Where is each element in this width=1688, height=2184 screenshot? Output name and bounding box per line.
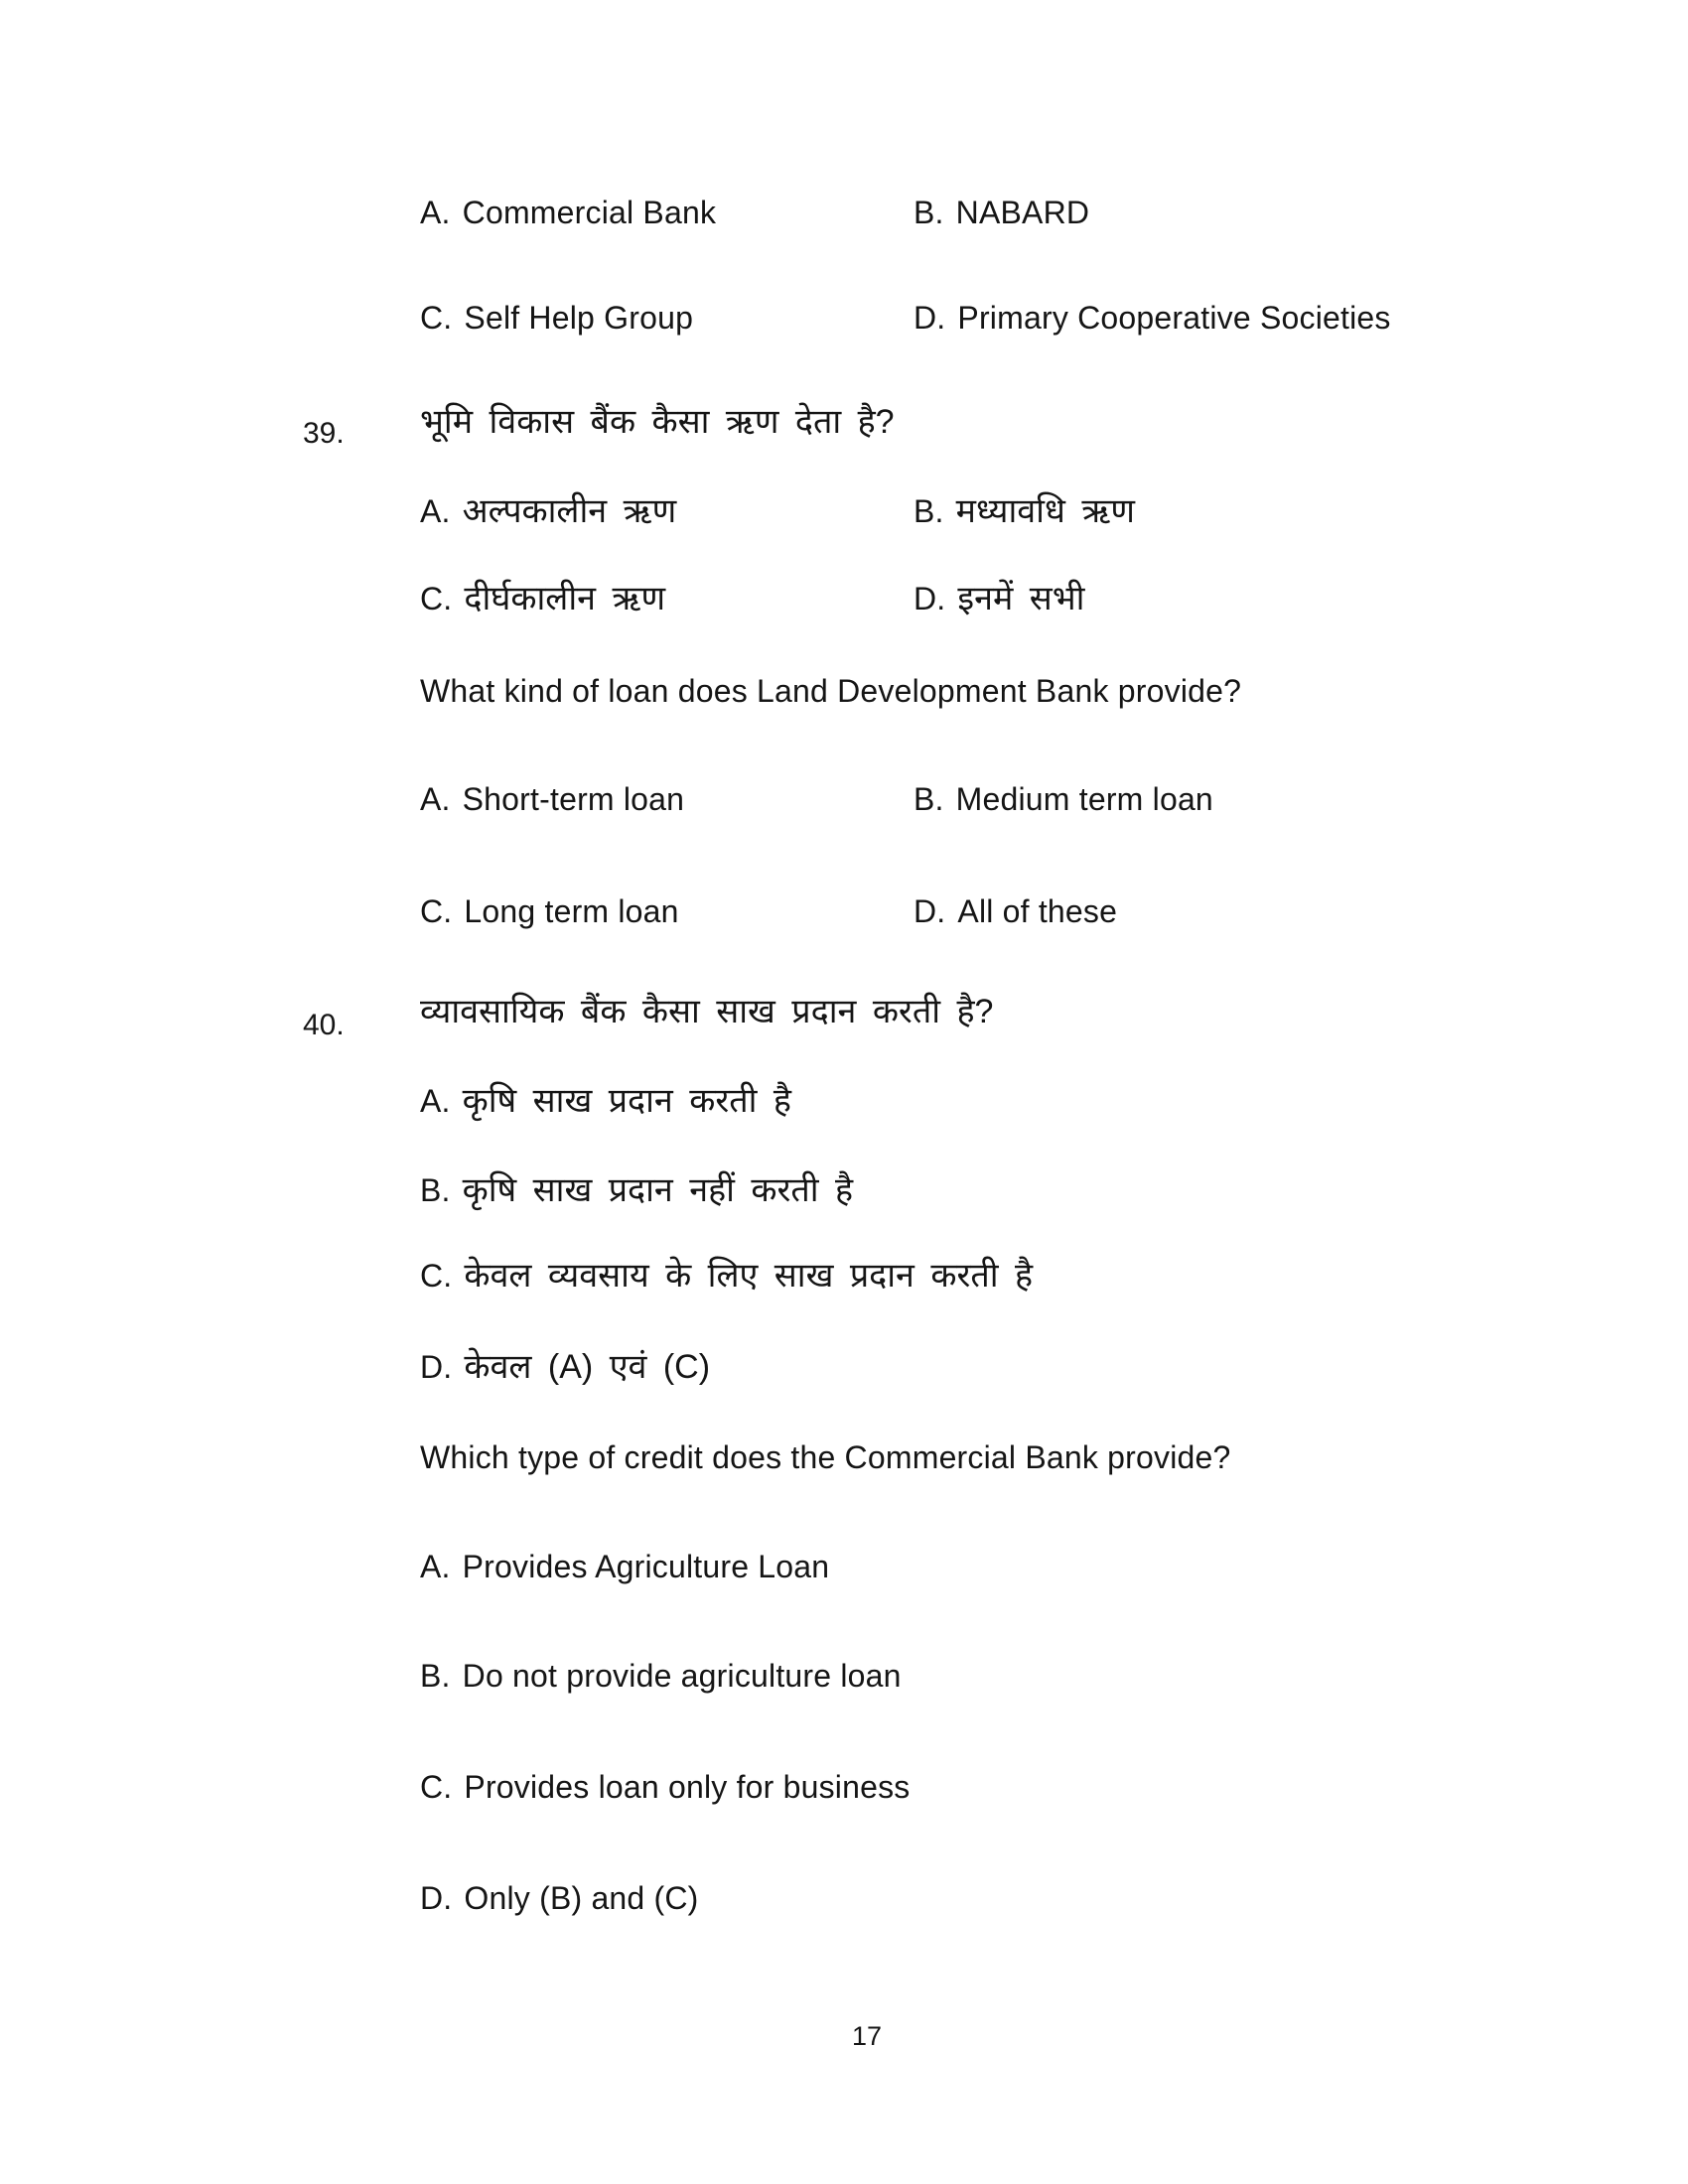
option-text: Do not provide agriculture loan: [462, 1658, 902, 1694]
q40-english-option-a: [420, 1551, 829, 1582]
q39-hindi-option-a: [420, 494, 676, 528]
option-text: Commercial Bank: [462, 195, 717, 230]
q40-english-option-c: [420, 1771, 911, 1803]
option-letter: A.: [420, 1549, 451, 1584]
q39-english-option-b: [914, 783, 1213, 815]
q40-hindi-option-c: [420, 1259, 1033, 1293]
q39-question-hindi: भूमि विकास बैंक कैसा ऋण देता है?: [420, 403, 895, 441]
option-letter: B.: [914, 781, 944, 817]
q39-hindi-option-c: [420, 582, 665, 615]
q40-hindi-option-a: [420, 1084, 791, 1118]
option-text: Long term loan: [464, 893, 679, 929]
option-letter: D.: [914, 581, 946, 616]
option-text: केवल व्यवसाय के लिए साख प्रदान करती है: [464, 1257, 1034, 1295]
option-text: दीर्घकालीन ऋण: [464, 580, 666, 617]
prev-question-option-d: [914, 302, 1391, 334]
option-letter: C.: [420, 1258, 453, 1294]
option-letter: C.: [420, 893, 453, 929]
q39-english-option-d: [914, 895, 1117, 927]
q40-english-option-b: [420, 1660, 902, 1692]
option-letter: B.: [420, 1658, 451, 1694]
option-letter: A.: [420, 195, 451, 230]
option-text: केवल (A) एवं (C): [464, 1348, 711, 1386]
q40-hindi-option-d: [420, 1350, 710, 1384]
q40-english-option-d: [420, 1882, 699, 1914]
option-letter: D.: [914, 893, 946, 929]
page-number: 17: [852, 2021, 883, 2051]
option-text: Short-term loan: [462, 781, 685, 817]
option-text: Self Help Group: [464, 300, 694, 336]
option-letter: C.: [420, 1769, 453, 1805]
option-text: कृषि साख प्रदान करती है: [462, 1082, 791, 1120]
option-letter: A.: [420, 781, 451, 817]
option-text: मध्यावधि ऋण: [955, 492, 1135, 530]
q39-number: 39.: [303, 417, 345, 450]
option-text: Only (B) and (C): [464, 1880, 699, 1916]
option-text: All of these: [957, 893, 1118, 929]
q40-hindi-option-b: [420, 1173, 853, 1207]
option-text: NABARD: [955, 195, 1090, 230]
option-letter: C.: [420, 300, 453, 336]
q40-number: 40.: [303, 1009, 345, 1041]
q40-question-english: Which type of credit does the Commercial Bank provide?: [420, 1439, 1231, 1475]
option-text: Primary Cooperative Societies: [957, 300, 1391, 336]
option-text: Medium term loan: [955, 781, 1213, 817]
q39-question-english: What kind of loan does Land Development Bank provide?: [420, 673, 1242, 709]
option-letter: B.: [914, 195, 944, 230]
option-letter: D.: [420, 1349, 453, 1385]
option-text: अल्पकालीन ऋण: [462, 492, 677, 530]
option-letter: B.: [914, 493, 944, 529]
option-letter: A.: [420, 1083, 451, 1119]
prev-question-option-c: [420, 302, 693, 334]
option-letter: D.: [914, 300, 946, 336]
prev-question-option-b: [914, 197, 1089, 228]
option-text: इनमें सभी: [957, 580, 1085, 617]
option-text: कृषि साख प्रदान नहीं करती है: [462, 1171, 854, 1209]
q40-question-hindi: व्यावसायिक बैंक कैसा साख प्रदान करती है?: [420, 993, 994, 1030]
option-text: Provides Agriculture Loan: [462, 1549, 830, 1584]
q39-english-option-c: [420, 895, 679, 927]
option-letter: B.: [420, 1172, 451, 1208]
q39-hindi-option-d: [914, 582, 1084, 615]
option-text: Provides loan only for business: [464, 1769, 911, 1805]
prev-question-option-a: [420, 197, 716, 228]
option-letter: C.: [420, 581, 453, 616]
q39-english-option-a: [420, 783, 684, 815]
option-letter: D.: [420, 1880, 453, 1916]
q39-hindi-option-b: [914, 494, 1135, 528]
option-letter: A.: [420, 493, 451, 529]
